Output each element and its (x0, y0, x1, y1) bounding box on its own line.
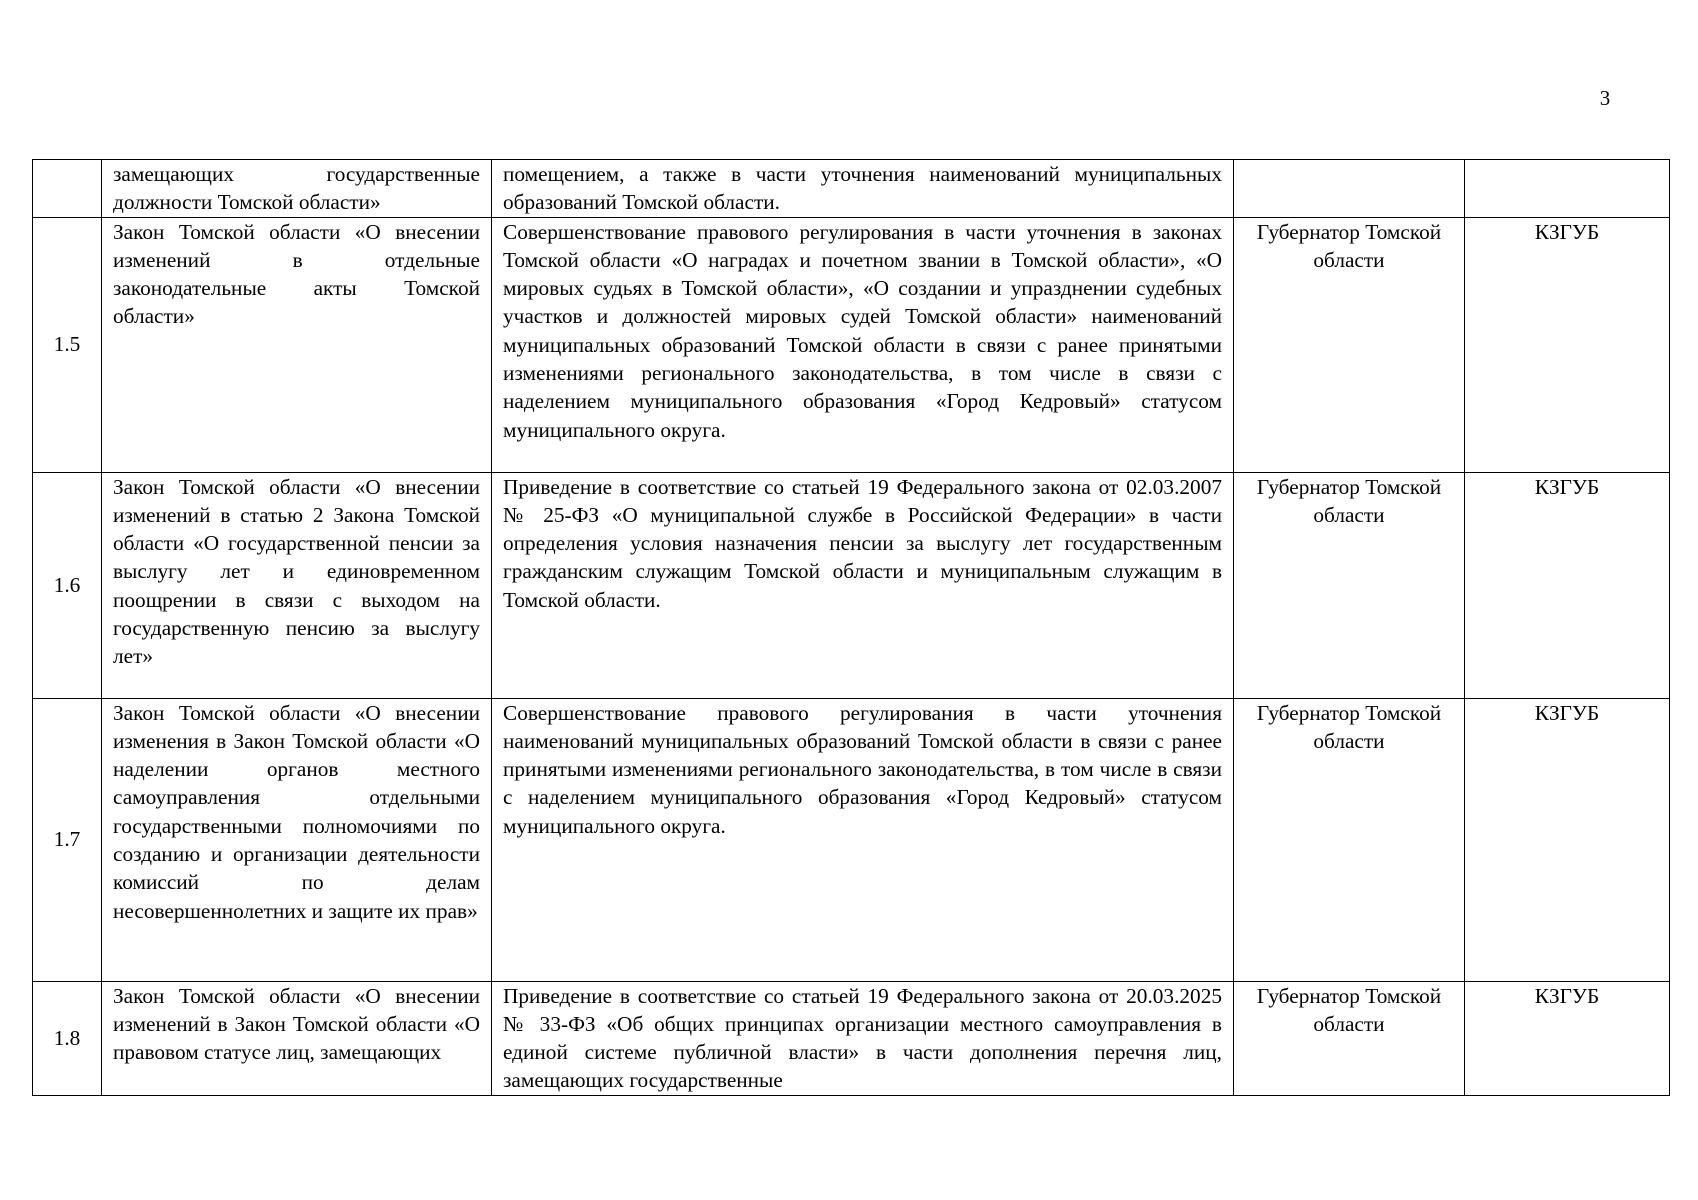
responsible-cell: Губернатор Томской области (1234, 472, 1465, 698)
row-number-cell: 1.8 (33, 981, 102, 1095)
table-row (33, 472, 1670, 698)
law-title-cell: Закон Томской области «О внесении изменений в отдельные законодательные акты Томской области» (102, 217, 492, 472)
law-title-cell: Закон Томской области «О внесении изменений в Закон Томской области «О правовом статусе лиц, замещающих (102, 981, 492, 1095)
description-cell: Приведение в соответствие со статьей 19 Федерального закона от 20.03.2025 № 33-ФЗ «Об общих принципах организации местного самоуправления в единой системе публичной власти» в части дополнения перечня лиц, замещающих государственные (492, 981, 1234, 1095)
executor-cell: КЗГУБ (1465, 698, 1670, 981)
row-number-cell: 1.5 (33, 217, 102, 472)
table-row (33, 698, 1670, 981)
law-title-cell: замещающих государственные должности Томской области» (102, 160, 492, 218)
responsible-cell (1234, 160, 1465, 218)
table-row (33, 981, 1670, 1095)
row-number-cell: 1.6 (33, 472, 102, 698)
responsible-cell: Губернатор Томской области (1234, 217, 1465, 472)
description-cell: Совершенствование правового регулирования в части уточнения наименований муниципальных образований Томской области в связи с ранее принятыми изменениями регионального законодательства, в том числе в связи с наделением муниципального образования «Город Кедровый» статусом муниципального округа. (492, 698, 1234, 981)
description-cell: Приведение в соответствие со статьей 19 Федерального закона от 02.03.2007 № 25-ФЗ «О муниципальной службе в Российской Федерации» в части определения условия назначения пенсии за выслугу лет государственным гражданским служащим Томской области и муниципальным служащим в Томской области. (492, 472, 1234, 698)
legislation-plan-table (32, 159, 1670, 1096)
description-cell: помещением, а также в части уточнения наименований муниципальных образований Томской области. (492, 160, 1234, 218)
table-row (33, 217, 1670, 472)
law-title-cell: Закон Томской области «О внесении изменения в Закон Томской области «О наделении органов местного самоуправления отдельными государственными полномочиями по созданию и организации деятельности комиссий по делам несовершеннолетних и защите их прав» (102, 698, 492, 981)
page-number: 3 (1599, 86, 1611, 110)
responsible-cell: Губернатор Томской области (1234, 698, 1465, 981)
law-title-cell: Закон Томской области «О внесении изменений в статью 2 Закона Томской области «О государственной пенсии за выслугу лет и единовременном поощрении в связи с выходом на государственную пенсию за выслугу лет» (102, 472, 492, 698)
table-row (33, 160, 1670, 218)
executor-cell: КЗГУБ (1465, 217, 1670, 472)
responsible-cell: Губернатор Томской области (1234, 981, 1465, 1095)
description-cell: Совершенствование правового регулирования в части уточнения в законах Томской области «О наградах и почетном звании в Томской области», «О мировых судьях в Томской области», «О создании и упразднении судебных участков и должностей мировых судей Томской области» наименований муниципальных образований Томской области в связи с ранее принятыми изменениями регионального законодательства, в том числе в связи с наделением муниципального образования «Город Кедровый» статусом муниципального округа. (492, 217, 1234, 472)
executor-cell (1465, 160, 1670, 218)
row-number-cell: 1.7 (33, 698, 102, 981)
row-number-cell (33, 160, 102, 218)
executor-cell: КЗГУБ (1465, 472, 1670, 698)
executor-cell: КЗГУБ (1465, 981, 1670, 1095)
